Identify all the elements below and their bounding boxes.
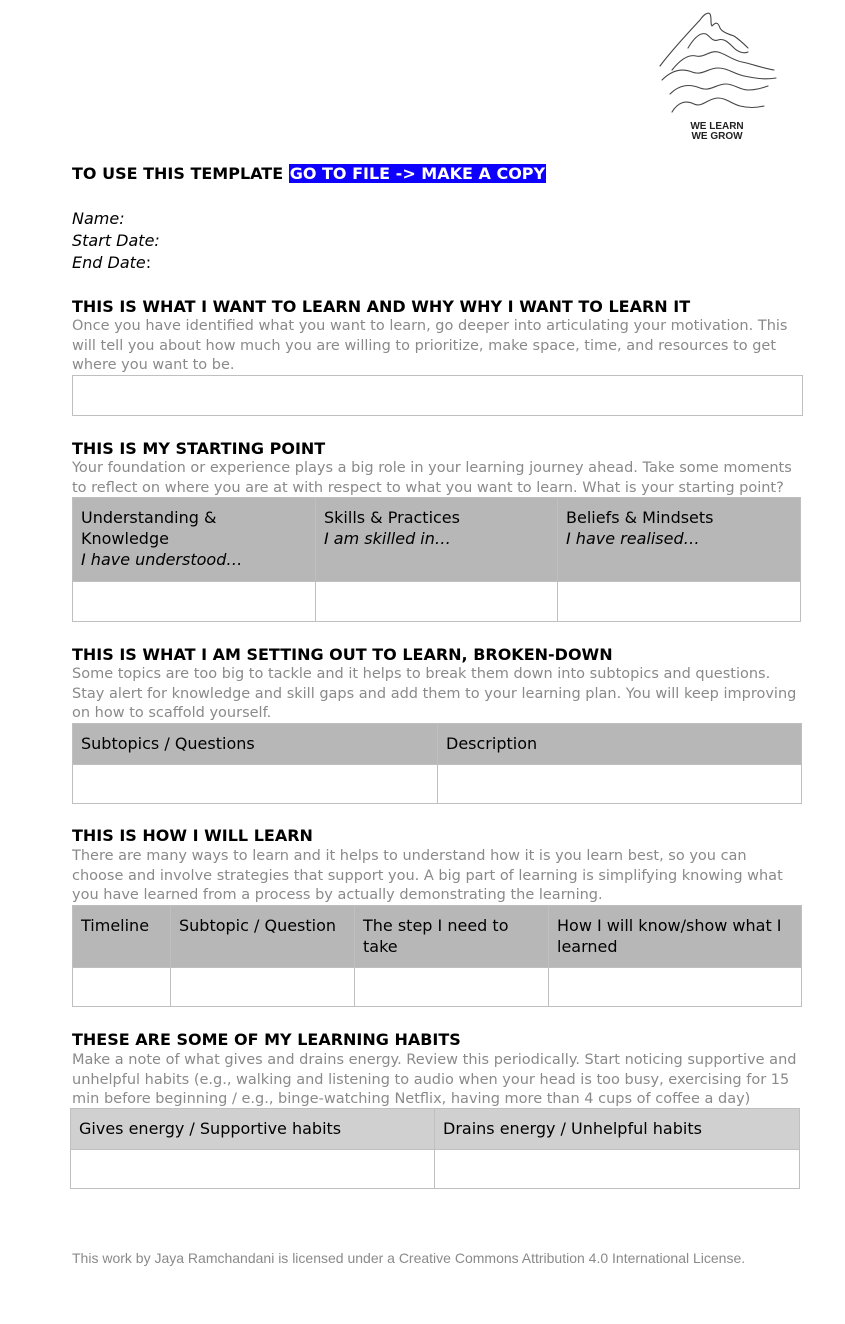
starting-point-title: THIS IS MY STARTING POINT [72,439,326,458]
header-gives-energy: Gives energy / Supportive habits [71,1109,435,1150]
header-description: Description [438,724,802,765]
header-subtopics: Subtopics / Questions [73,724,438,765]
end-date-label: End Date: [72,253,152,272]
timeline-cell[interactable] [73,968,171,1007]
starting-point-description: Your foundation or experience plays a big role in your learning journey ahead. Take some moments to reflect on where you are at with respect to what you want to learn. What is your starting point? [72,460,792,496]
header-subtopic-question: Subtopic / Question [171,906,355,968]
gives-energy-cell[interactable] [71,1150,435,1189]
make-copy-highlight: GO TO FILE -> MAKE A COPY [289,164,546,183]
starting-point-table [72,497,801,622]
header-beliefs: Beliefs & Mindsets I have realised… [558,498,801,582]
license-footer: This work by Jaya Ramchandani is licensed under a Creative Commons Attribution 4.0 International License. [72,1250,746,1266]
header-understanding: Understanding & Knowledge I have understood… [73,498,316,582]
header-timeline: Timeline [73,906,171,968]
habits-description: Make a note of what gives and drains energy. Review this periodically. Start noticing supportive and unhelpful habits (e.g., walking and listening to audio when your head is too busy, exercising for 15 min before beginning / e.g., binge-watching Netflix, having more than 4 cups of coffee a day) [72,1052,797,1107]
habits-table [70,1108,800,1189]
understanding-cell[interactable] [73,582,316,622]
breakdown-title: THIS IS WHAT I AM SETTING OUT TO LEARN, BROKEN-DOWN [72,645,613,664]
step-cell[interactable] [355,968,549,1007]
header-drains-energy: Drains energy / Unhelpful habits [435,1109,800,1150]
subtopics-cell[interactable] [73,765,438,804]
how-section-title: THIS IS HOW I WILL LEARN [72,826,313,845]
why-section-description: Once you have identified what you want to learn, go deeper into articulating your motivation. This will tell you about how much you are willing to prioritize, make space, time, and resources to get where you want to be. [72,318,788,373]
description-cell[interactable] [438,765,802,804]
name-field-label: Name: [72,209,125,228]
breakdown-table [72,723,802,804]
logo [652,8,782,144]
header-know-show: How I will know/show what I learned [549,906,802,968]
start-date-label: Start Date: [72,231,160,250]
drains-energy-cell[interactable] [435,1150,800,1189]
know-show-cell[interactable] [549,968,802,1007]
beliefs-cell[interactable] [558,582,801,622]
info-fields [72,208,160,274]
subtopic-cell[interactable] [171,968,355,1007]
template-instruction [72,163,546,185]
why-section-title: THIS IS WHAT I WANT TO LEARN AND WHY WHY I WANT TO LEARN IT [72,297,691,316]
how-section-description: There are many ways to learn and it helps to understand how it is you learn best, so you can choose and involve strategies that support you. A big part of learning is simplifying knowing what you have learned from a process by actually demonstrating the learning. [72,848,783,903]
logo-text-line1: WE LEARN [690,121,744,132]
header-skills: Skills & Practices I am skilled in… [316,498,558,582]
habits-title: THESE ARE SOME OF MY LEARNING HABITS [72,1030,461,1049]
logo-text-line2: WE GROW [691,131,743,142]
how-table [72,905,802,1007]
breakdown-description: Some topics are too big to tackle and it helps to break them down into subtopics and questions. Stay alert for knowledge and skill gaps and add them to your learning plan. You will keep improving on how to scaffold yourself. [72,666,797,721]
mountain-waves-icon [652,8,782,118]
instruction-text: TO USE THIS TEMPLATE [72,164,289,183]
header-step: The step I need to take [355,906,549,968]
skills-cell[interactable] [316,582,558,622]
why-answer-box[interactable] [72,375,803,416]
